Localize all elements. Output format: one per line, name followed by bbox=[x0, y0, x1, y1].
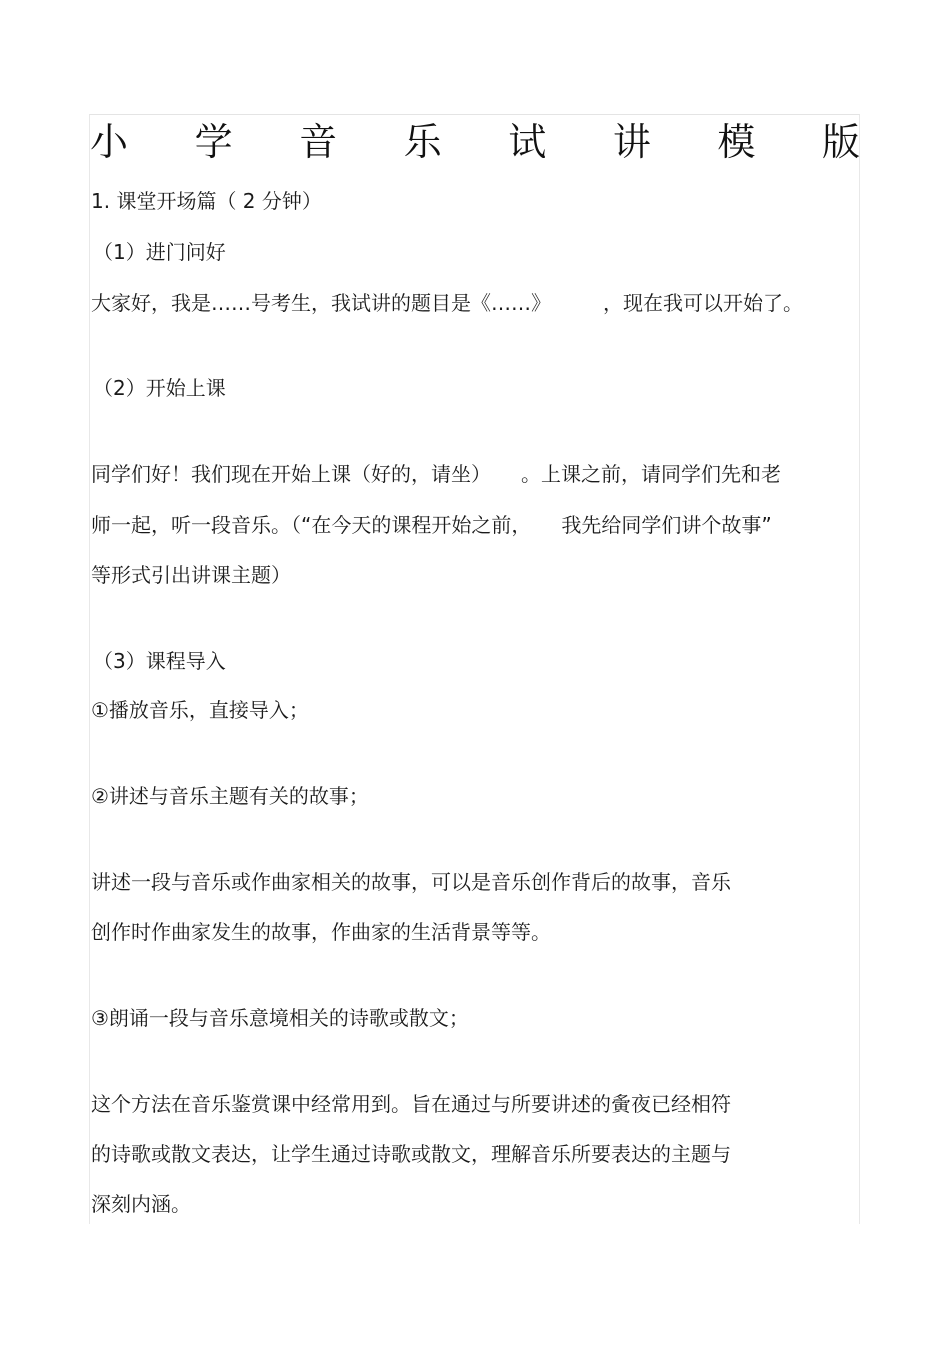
text-segment: 我先给同学们讲个故事” bbox=[561, 513, 772, 537]
list-item: ②讲述与音乐主题有关的故事； bbox=[91, 784, 369, 808]
title-char: 音 bbox=[299, 119, 338, 164]
text-segment: 。上课之前，请同学们先和老 bbox=[521, 462, 781, 486]
paragraph-line: 等形式引出讲课主题） bbox=[91, 563, 291, 587]
text-segment: 同学们好！我们现在开始上课（好的，请坐） bbox=[91, 462, 491, 486]
text-segment: 大家好，我是……号考生，我试讲的题目是《……》 bbox=[91, 291, 551, 315]
title-char: 乐 bbox=[403, 119, 442, 164]
list-item: ③朗诵一段与音乐意境相关的诗歌或散文； bbox=[91, 1006, 469, 1030]
title-char: 讲 bbox=[612, 119, 651, 164]
paragraph-line: 讲述一段与音乐或作曲家相关的故事，可以是音乐创作背后的故事，音乐 bbox=[91, 870, 731, 894]
subsection-heading: （3）课程导入 bbox=[93, 649, 226, 673]
text-segment: 师一起，听一段音乐。（“在今天的课程开始之前， bbox=[91, 513, 532, 537]
section-heading: 1. 课堂开场篇（ 2 分钟） bbox=[91, 189, 322, 213]
paragraph-line: 的诗歌或散文表达，让学生通过诗歌或散文，理解音乐所要表达的主题与 bbox=[91, 1142, 731, 1166]
document-title bbox=[90, 112, 860, 164]
subsection-heading: （2）开始上课 bbox=[93, 376, 226, 400]
subsection-heading: （1）进门问好 bbox=[93, 240, 226, 264]
paragraph-line: 创作时作曲家发生的故事，作曲家的生活背景等等。 bbox=[91, 920, 551, 944]
paragraph-line bbox=[91, 291, 803, 315]
title-char: 学 bbox=[194, 119, 233, 164]
text-segment: ，现在我可以开始了。 bbox=[603, 291, 803, 315]
paragraph-line: 深刻内涵。 bbox=[91, 1192, 191, 1216]
paragraph-line bbox=[91, 462, 781, 486]
title-char: 小 bbox=[90, 119, 129, 164]
title-char: 试 bbox=[508, 119, 547, 164]
list-item: ①播放音乐，直接导入； bbox=[91, 698, 309, 722]
title-char: 版 bbox=[821, 119, 860, 164]
title-char: 模 bbox=[717, 119, 756, 164]
paragraph-line bbox=[91, 513, 772, 537]
paragraph-line: 这个方法在音乐鉴赏课中经常用到。旨在通过与所要讲述的夤夜已经相符 bbox=[91, 1092, 731, 1116]
